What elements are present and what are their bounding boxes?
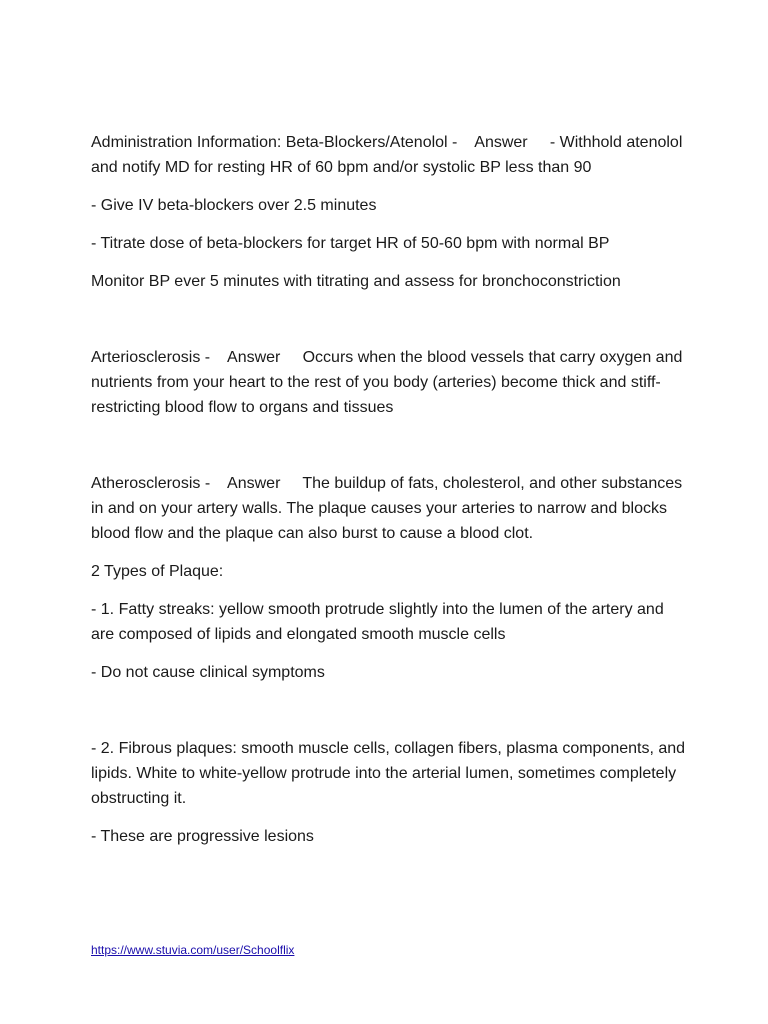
paragraph-plaque-types-heading: 2 Types of Plaque: [91, 563, 224, 580]
paragraph-fibrous-plaques: - 2. Fibrous plaques: smooth muscle cells, collagen fibers, plasma components, and lipids. White to white-yellow protrude into the arterial lumen, sometimes completely obstructing it. [91, 740, 690, 807]
paragraph-arteriosclerosis: Arteriosclerosis - Answer Occurs when the blood vessels that carry oxygen and nutrients from your heart to the rest of you body (arteries) become thick and stiff- restricting blood flow to organs and tissues [91, 349, 687, 416]
document-body [91, 130, 691, 849]
paragraph-monitor-bp: Monitor BP ever 5 minutes with titrating and assess for bronchoconstriction [91, 273, 621, 290]
paragraph-no-symptoms: - Do not cause clinical symptoms [91, 664, 325, 681]
paragraph-titrate-dose: - Titrate dose of beta-blockers for target HR of 50-60 bpm with normal BP [91, 235, 610, 252]
paragraph-iv-beta-blockers: - Give IV beta-blockers over 2.5 minutes [91, 197, 377, 214]
paragraph-beta-blockers: Administration Information: Beta-Blockers/Atenolol - Answer - Withhold atenolol and notify MD for resting HR of 60 bpm and/or systolic BP less than 90 [91, 134, 687, 176]
paragraph-atherosclerosis: Atherosclerosis - Answer The buildup of fats, cholesterol, and other substances in and on your artery walls. The plaque causes your arteries to narrow and blocks blood flow and the plaque can also burst to cause a blood clot. [91, 475, 687, 542]
source-link[interactable]: https://www.stuvia.com/user/Schoolflix [91, 943, 295, 957]
paragraph-progressive-lesions: - These are progressive lesions [91, 828, 314, 845]
paragraph-fatty-streaks: - 1. Fatty streaks: yellow smooth protrude slightly into the lumen of the artery and are composed of lipids and elongated smooth muscle cells [91, 601, 669, 643]
